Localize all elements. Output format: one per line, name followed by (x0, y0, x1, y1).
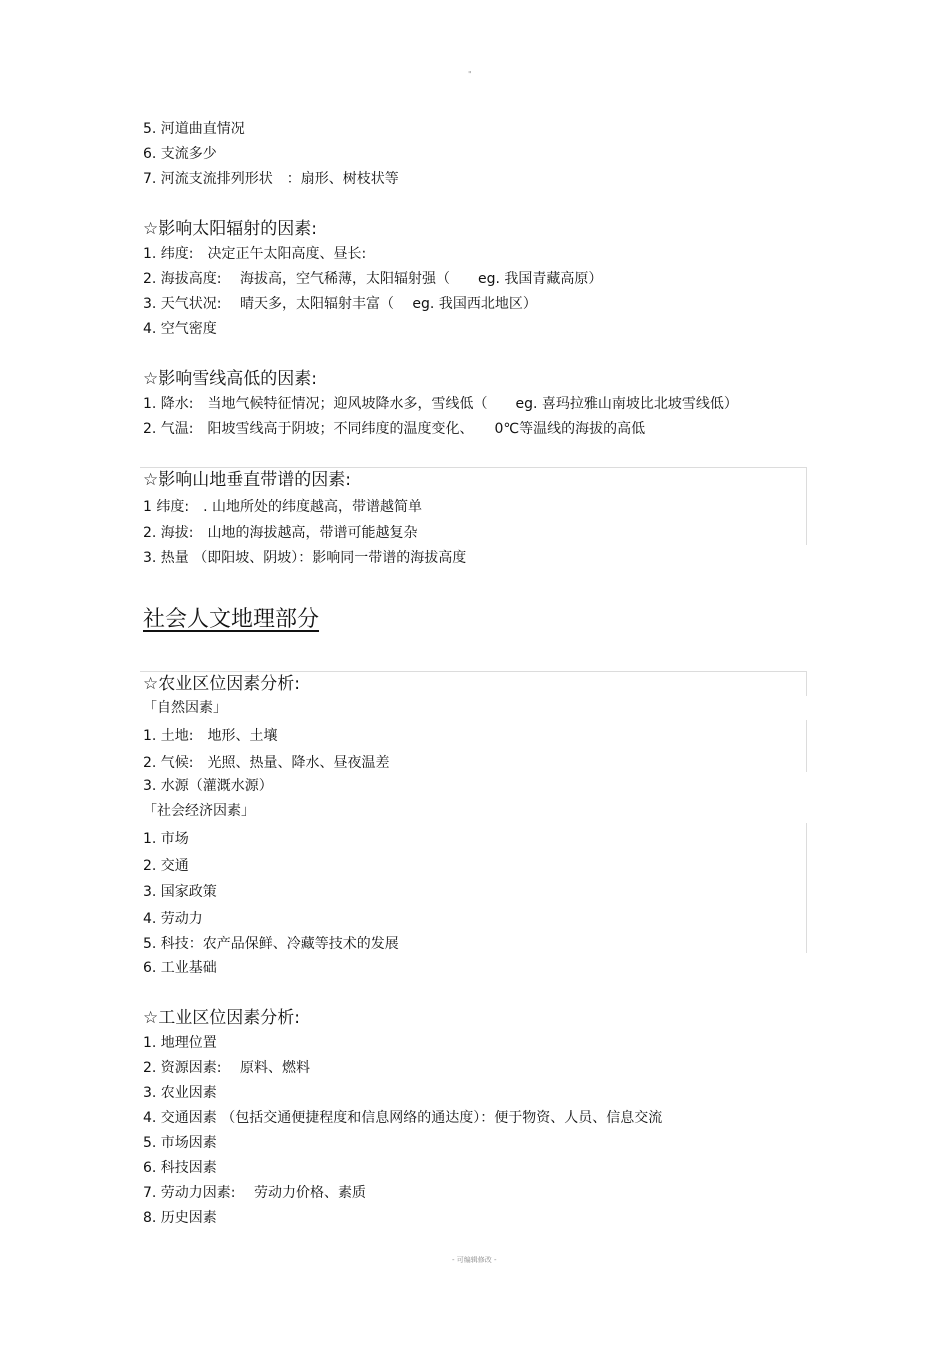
agriculture-social-item: 2. 交通 (143, 858, 189, 874)
agriculture-heading: ☆农业区位因素分析: (143, 674, 300, 694)
river-item: 7. 河流支流排列形状 ：扇形、树枝状等 (143, 171, 399, 187)
agriculture-social-item: 5. 科技：农产品保鲜、冷藏等技术的发展 (143, 936, 399, 952)
industry-item: 4. 交通因素 （包括交通便捷程度和信息网络的通达度）：便于物资、人员、信息交流 (143, 1110, 663, 1126)
box-rule-top (140, 467, 807, 468)
industry-item: 7. 劳动力因素: 劳动力价格、素质 (143, 1185, 366, 1201)
vertical-zone-item: 1 纬度: . 山地所处的纬度越高，带谱越简单 (143, 499, 422, 515)
industry-item: 1. 地理位置 (143, 1035, 217, 1051)
box-rule-right (806, 720, 807, 772)
vertical-zone-item: 3. 热量 （即阳坡、阴坡）：影响同一带谱的海拔高度 (143, 550, 467, 566)
natural-factors-label: 「自然因素」 (143, 700, 227, 716)
vertical-zone-heading: ☆影响山地垂直带谱的因素: (143, 470, 351, 490)
solar-item: 4. 空气密度 (143, 321, 217, 337)
solar-item: 1. 纬度: 决定正午太阳高度、昼长: (143, 246, 367, 262)
agriculture-social-item: 4. 劳动力 (143, 911, 203, 927)
snowline-heading: ☆影响雪线高低的因素: (143, 369, 317, 389)
agriculture-natural-item: 3. 水源（灌溉水源） (143, 778, 273, 794)
snowline-item: 2. 气温: 阳坡雪线高于阴坡；不同纬度的温度变化、 0℃等温线的海拔的高低 (143, 421, 646, 437)
agriculture-social-item: 1. 市场 (143, 831, 189, 847)
solar-heading: ☆影响太阳辐射的因素: (143, 219, 317, 239)
solar-item: 3. 天气状况: 晴天多，太阳辐射丰富（ eg. 我国西北地区） (143, 296, 537, 312)
agriculture-natural-item: 2. 气候: 光照、热量、降水、昼夜温差 (143, 755, 390, 771)
agriculture-social-item: 3. 国家政策 (143, 884, 217, 900)
page-footer: - 可编辑修改 - (452, 1256, 497, 1264)
river-item: 5. 河道曲直情况 (143, 121, 245, 137)
box-rule-right (806, 823, 807, 953)
industry-item: 8. 历史因素 (143, 1210, 217, 1226)
vertical-zone-item: 2. 海拔: 山地的海拔越高，带谱可能越复杂 (143, 525, 418, 541)
industry-item: 6. 科技因素 (143, 1160, 217, 1176)
solar-item: 2. 海拔高度: 海拔高，空气稀薄，太阳辐射强（ eg. 我国青藏高原） (143, 271, 603, 287)
industry-item: 2. 资源因素: 原料、燃料 (143, 1060, 310, 1076)
box-rule-right (806, 467, 807, 545)
section-title: 社会人文地理部分 (143, 607, 320, 632)
industry-item: 5. 市场因素 (143, 1135, 217, 1151)
river-item: 6. 支流多少 (143, 146, 217, 162)
industry-heading: ☆工业区位因素分析: (143, 1008, 300, 1028)
agriculture-natural-item: 1. 土地: 地形、土壤 (143, 728, 278, 744)
social-factors-label: 「社会经济因素」 (143, 803, 255, 819)
snowline-item: 1. 降水: 当地气候特征情况；迎风坡降水多，雪线低（ eg. 喜玛拉雅山南坡比北坡雪线低） (143, 396, 738, 412)
industry-item: 3. 农业因素 (143, 1085, 217, 1101)
agriculture-social-item: 6. 工业基础 (143, 960, 217, 976)
page-header-mark: " (468, 70, 472, 79)
box-rule-right (806, 671, 807, 696)
box-rule-top (140, 671, 807, 672)
